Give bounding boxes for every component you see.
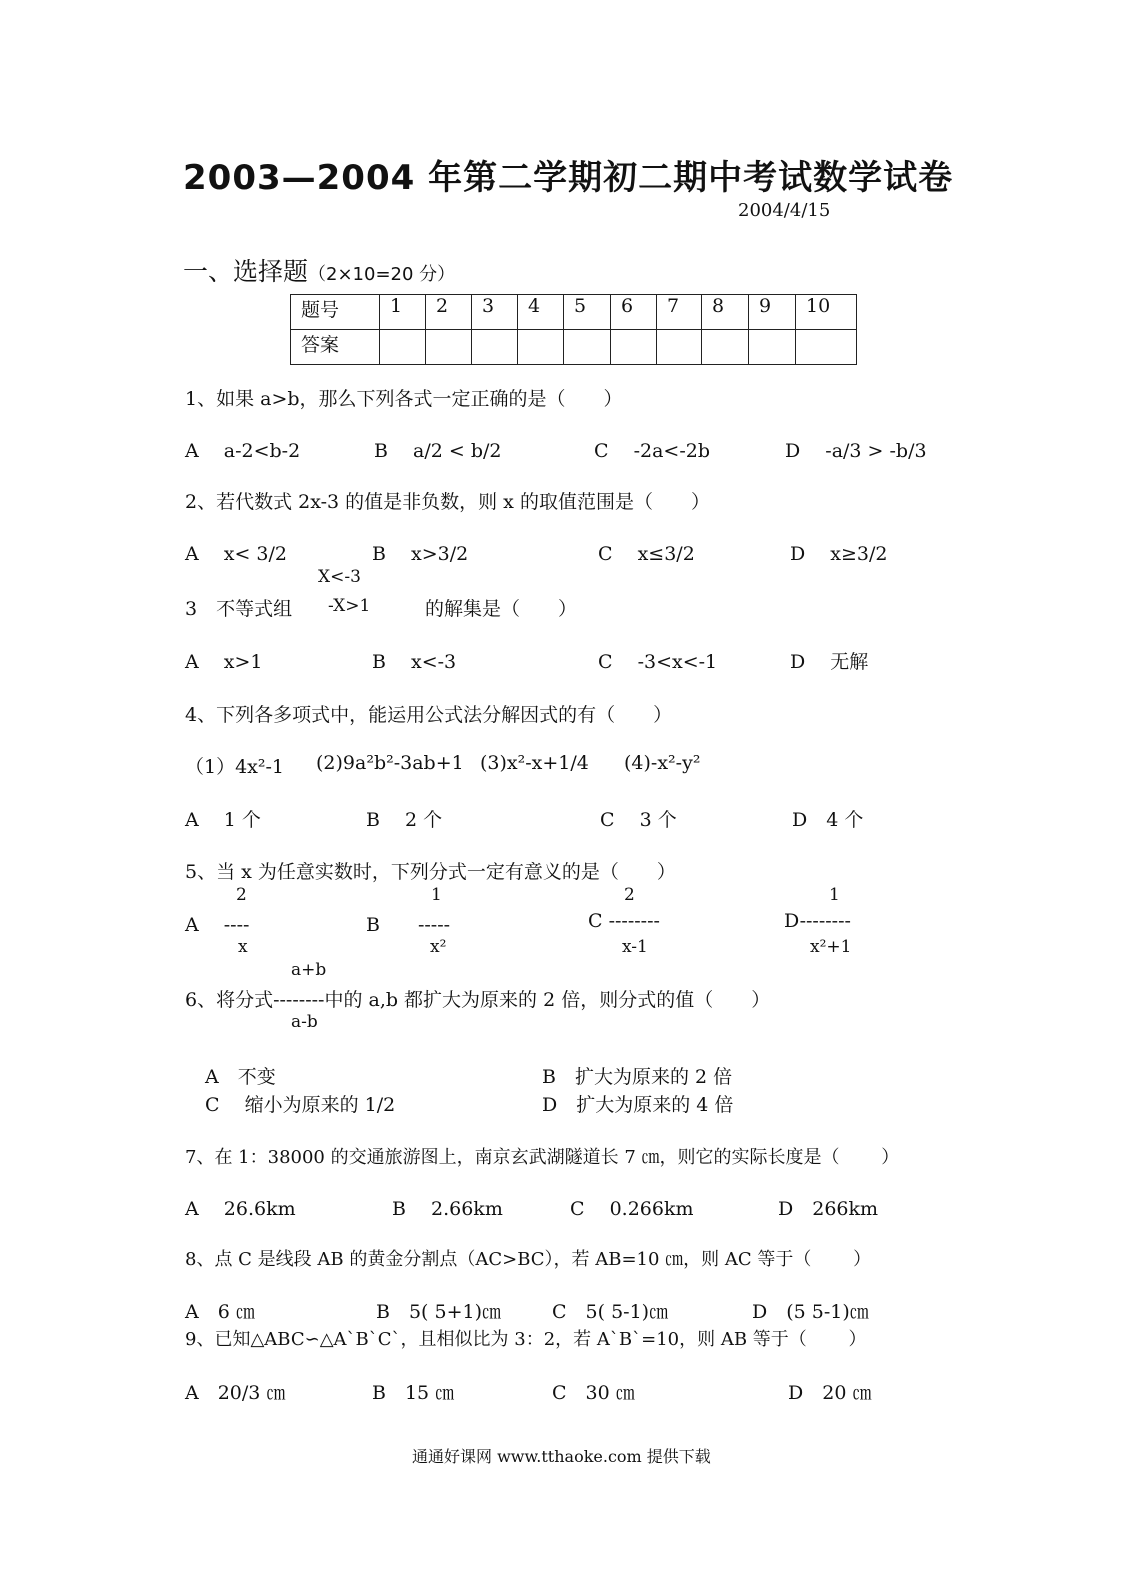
question-8: 8、点 C 是线段 AB 的黄金分割点（AC>BC），若 AB=10 ㎝，则 AC 等于（ ） [185,1249,872,1270]
option: C 5( 5-1)㎝ [552,1301,669,1323]
fraction-denominator: x-1 [622,937,648,957]
table-cell: 3 [472,295,518,330]
fraction-denominator: x²+1 [810,937,852,957]
table-cell: 8 [702,295,749,330]
system-bottom: -X>1 [328,596,371,616]
question-5: 5、当 x 为任意实数时，下列分式一定有意义的是（ ） [185,861,676,883]
fraction-denominator: x² [430,937,447,957]
question-6: 6、将分式--------中的 a,b 都扩大为原来的 2 倍，则分式的值（ ） [185,989,771,1011]
fraction-numerator: 1 [829,885,840,905]
fraction-numerator: 2 [236,885,247,905]
table-cell: 4 [518,295,564,330]
option: D (5 5-1)㎝ [752,1301,869,1323]
answer-cell[interactable] [702,330,749,365]
answer-cell[interactable] [426,330,472,365]
option: C 3 个 [600,809,677,831]
option: D 20 ㎝ [788,1382,872,1404]
question-4: 4、下列各多项式中，能运用公式法分解因式的有（ ） [185,704,673,726]
option: C 0.266km [570,1198,694,1220]
answer-cell[interactable] [657,330,702,365]
fraction-numerator: a+b [291,960,327,980]
table-cell: 6 [611,295,657,330]
question-9: 9、已知△ABC∽△A`B`C`，且相似比为 3：2，若 A`B`=10，则 AB 等于（ ） [185,1329,867,1350]
option: A a-2<b-2 [185,440,301,462]
fraction-denominator: a-b [291,1012,318,1032]
option: A x>1 [185,651,263,673]
option: D 扩大为原来的 4 倍 [542,1094,734,1116]
option: A ---- [185,914,250,936]
fraction-denominator: x [238,937,248,957]
option: B 扩大为原来的 2 倍 [542,1066,733,1088]
section-heading [183,252,455,288]
polynomial-item: (4)-x²-y² [624,752,701,774]
table-cell: 题号 [291,295,380,330]
option: D -a/3 > -b/3 [785,440,927,462]
system-top: X<-3 [318,567,361,587]
option: B a/2 < b/2 [374,440,502,462]
option: D 4 个 [792,809,864,831]
table-cell: 7 [657,295,702,330]
option: A x< 3/2 [185,543,288,565]
option: A 20/3 ㎝ [185,1382,286,1404]
option: A 不变 [205,1066,276,1088]
section-title: 一、选择题 [183,257,309,286]
option: D-------- [784,910,851,932]
option: C 缩小为原来的 1/2 [205,1094,396,1116]
option: D 无解 [790,651,869,673]
option: D 266km [778,1198,879,1220]
table-cell: 答案 [291,330,380,365]
option: A 26.6km [185,1198,296,1220]
option: C -3<x<-1 [598,651,718,673]
answer-cell[interactable] [611,330,657,365]
answer-cell[interactable] [564,330,611,365]
table-cell: 9 [749,295,796,330]
question-7: 7、在 1：38000 的交通旅游图上，南京玄武湖隧道长 7 ㎝，则它的实际长度是（ ） [185,1147,900,1168]
fraction-numerator: 1 [431,885,442,905]
exam-date: 2004/4/15 [738,200,831,221]
option: C x≤3/2 [598,543,695,565]
answer-cell[interactable] [472,330,518,365]
answer-cell[interactable] [796,330,857,365]
table-cell: 1 [380,295,426,330]
question-3-tail: 的解集是（ ） [425,598,578,620]
option: B 2 个 [366,809,443,831]
option: B 15 ㎝ [372,1382,455,1404]
option: B ----- [366,914,451,936]
table-cell: 10 [796,295,857,330]
answer-table-header-row [291,295,857,330]
option: B 2.66km [392,1198,503,1220]
polynomial-item: （1）4x²-1 [185,756,285,778]
option: A 6 ㎝ [185,1301,255,1323]
question-2: 2、若代数式 2x-3 的值是非负数，则 x 的取值范围是（ ） [185,491,710,513]
answer-cell[interactable] [749,330,796,365]
table-cell: 5 [564,295,611,330]
polynomial-item: (2)9a²b²-3ab+1 [316,752,464,774]
page-title: 2003—2004 年第二学期初二期中考试数学试卷 [183,158,954,198]
option: B x<-3 [372,651,457,673]
answer-cell[interactable] [518,330,564,365]
answer-cell[interactable] [380,330,426,365]
question-3: 3 不等式组 [185,598,293,620]
option: C -2a<-2b [594,440,711,462]
option: C -------- [588,910,660,932]
answer-table [290,294,857,365]
question-1: 1、如果 a>b，那么下列各式一定正确的是（ ） [185,388,623,410]
table-cell: 2 [426,295,472,330]
fraction-numerator: 2 [624,885,635,905]
polynomial-item: (3)x²-x+1/4 [480,752,589,774]
option: D x≥3/2 [790,543,888,565]
section-points: （2×10=20 分） [308,264,456,285]
option: B x>3/2 [372,543,469,565]
footer-text: 通通好课网 www.tthaoke.com 提供下载 [412,1447,711,1466]
option: B 5( 5+1)㎝ [376,1301,502,1323]
answer-table-answer-row [291,330,857,365]
option: C 30 ㎝ [552,1382,635,1404]
option: A 1 个 [185,809,261,831]
